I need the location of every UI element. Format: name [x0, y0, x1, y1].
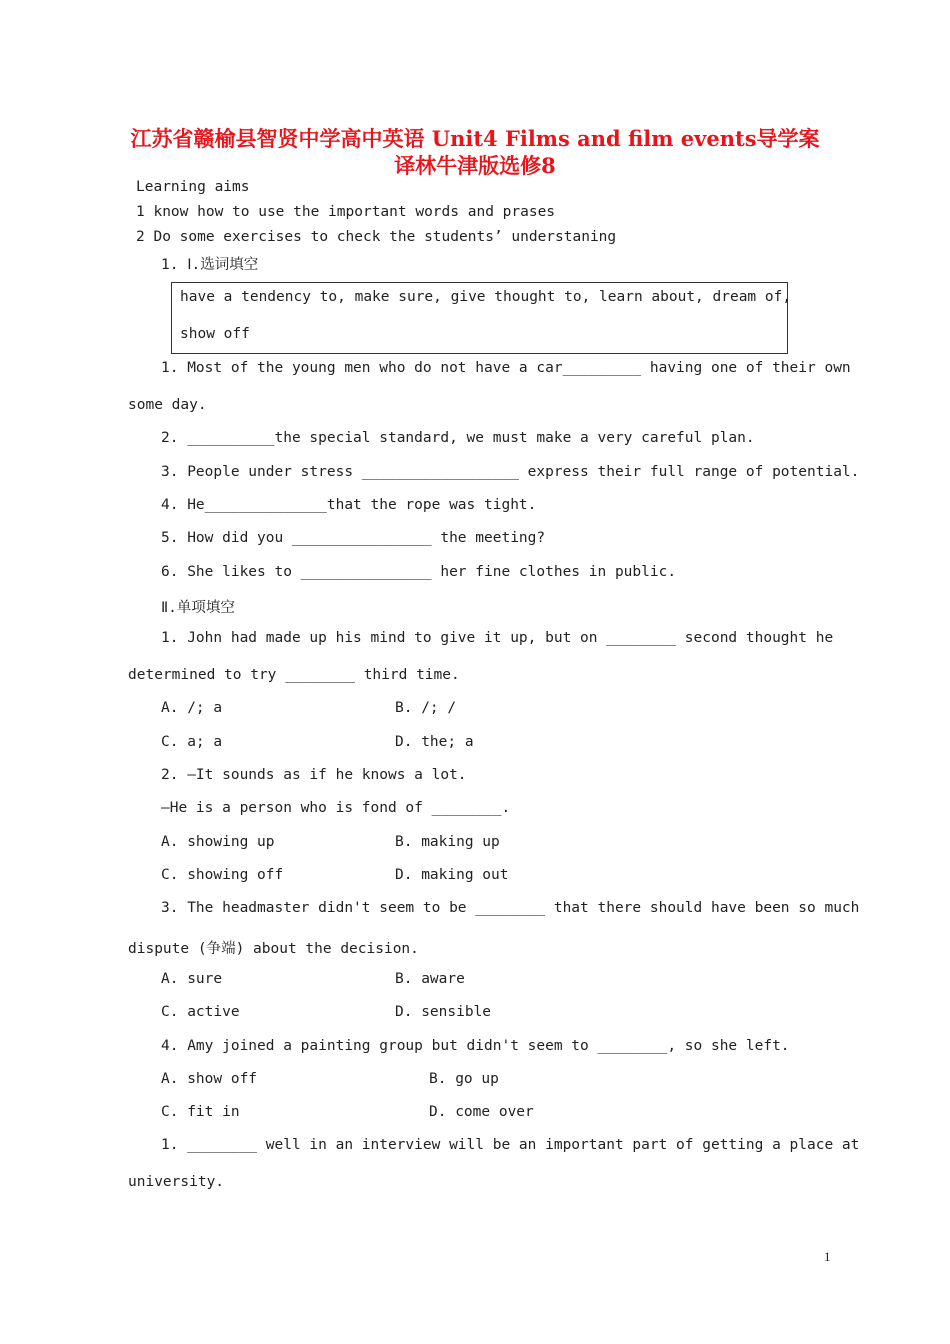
s2-q2-option-b: B. making up — [395, 834, 500, 850]
s2-question-5-line-1: 1. ________ well in an interview will be an important part of getting a place at — [161, 1137, 860, 1153]
s2-question-1-line-1: 1. John had made up his mind to give it up, but on ________ second thought he — [161, 630, 834, 646]
s1-question-6: 6. She likes to _______________ her fine clothes in public. — [161, 564, 677, 580]
s1-question-1-line-2: some day. — [128, 397, 207, 413]
s2-question-2-line-2: —He is a person who is fond of ________. — [161, 800, 511, 816]
s2-question-1-line-2: determined to try ________ third time. — [128, 667, 460, 683]
s2-q3-option-b: B. aware — [395, 971, 465, 987]
page-number: 1 — [824, 1249, 831, 1264]
s2-q1-option-c: C. a; a — [161, 734, 223, 750]
section-2-heading: Ⅱ.单项填空 — [161, 600, 235, 616]
section-1-heading: 1. Ⅰ.选词填空 — [161, 257, 259, 273]
word-box-line-2: show off — [180, 326, 250, 342]
s2-q3-option-a: A. sure — [161, 971, 223, 987]
s2-q4-option-b: B. go up — [429, 1071, 499, 1087]
s2-q1-option-d: D. the; a — [395, 734, 474, 750]
s1-question-2: 2. __________the special standard, we must make a very careful plan. — [161, 430, 755, 446]
learning-aim-1: 1 know how to use the important words and prases — [136, 204, 556, 220]
s2-question-4: 4. Amy joined a painting group but didn't seem to ________, so she left. — [161, 1038, 790, 1054]
s1-question-3: 3. People under stress __________________ express their full range of potential. — [161, 464, 860, 480]
s2-q2-option-d: D. making out — [395, 867, 509, 883]
learning-aims-heading: Learning aims — [136, 179, 250, 195]
s2-q4-option-c: C. fit in — [161, 1104, 240, 1120]
s2-question-5-line-2: university. — [128, 1174, 225, 1190]
s2-q1-option-a: A. /; a — [161, 700, 223, 716]
document-title-line-2: 译林牛津版选修8 — [394, 153, 556, 178]
s2-q4-option-d: D. come over — [429, 1104, 534, 1120]
word-box — [171, 282, 792, 354]
s2-q3-option-c: C. active — [161, 1004, 240, 1020]
s2-question-3-line-2: dispute (争端) about the decision. — [128, 941, 419, 957]
s1-question-1-line-1: 1. Most of the young men who do not have a car_________ having one of their own — [161, 360, 851, 376]
s1-question-5: 5. How did you ________________ the meeting? — [161, 530, 546, 546]
s2-q3-option-d: D. sensible — [395, 1004, 492, 1020]
s2-question-3-line-1: 3. The headmaster didn't seem to be ________ that there should have been so much — [161, 900, 860, 916]
document-title-line-1: 江苏省赣榆县智贤中学高中英语 Unit4 Films and film events导学案 — [130, 126, 820, 151]
s2-q1-option-b: B. /; / — [395, 700, 457, 716]
s2-q2-option-c: C. showing off — [161, 867, 284, 883]
s2-q4-option-a: A. show off — [161, 1071, 258, 1087]
s2-question-2-line-1: 2. —It sounds as if he knows a lot. — [161, 767, 467, 783]
learning-aim-2: 2 Do some exercises to check the students’ understaning — [136, 229, 617, 245]
s1-question-4: 4. He______________that the rope was tight. — [161, 497, 537, 513]
word-box-line-1: have a tendency to, make sure, give thought to, learn about, dream of, — [180, 289, 792, 305]
s2-q2-option-a: A. showing up — [161, 834, 275, 850]
